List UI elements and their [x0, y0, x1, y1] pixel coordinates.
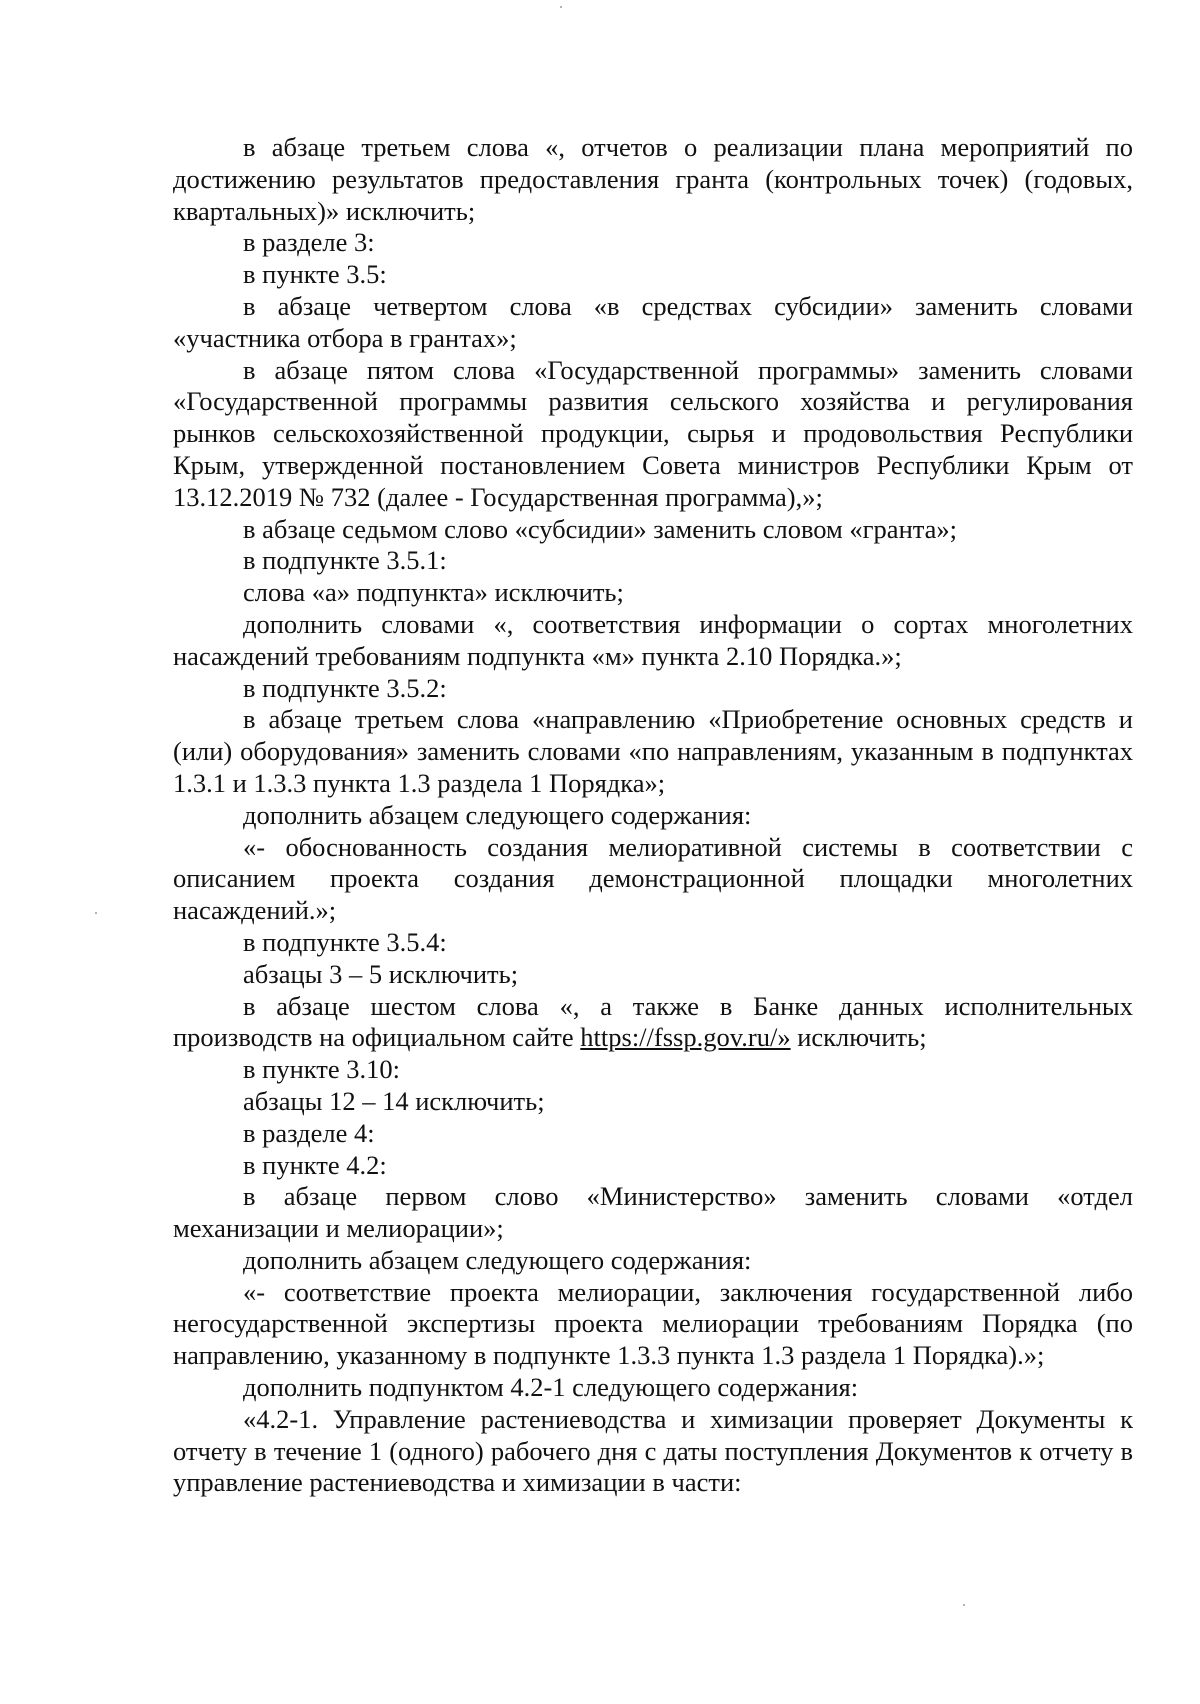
paragraph: в пункте 3.5:: [243, 259, 387, 290]
paragraph: «- соответствие проекта мелиорации, заключения государственной либо негосударственной экспертизы проекта мелиорации требованиям Порядка (по направлению, указанному в подпункте 1.3.3 пункта 1.3 раздела 1 Порядка).»;: [173, 1276, 1133, 1371]
fssp-link[interactable]: https://fssp.gov.ru/»: [580, 1022, 791, 1053]
paragraph: слова «а» подпункта» исключить;: [243, 577, 624, 608]
paragraph: дополнить абзацем следующего содержания:: [243, 1244, 752, 1275]
paragraph-with-link: [173, 991, 1133, 1055]
paragraph: в абзаце пятом слова «Государственной программы» заменить словами «Государственной программы развития сельского хозяйства и регулирования рынков сельскохозяйственной продукции, сырья и продовольствия Республики Крым, утвержденной постановлением Совета министров Республики Крым от 13.12.2019 № 732 (далее - Государственная программа),»;: [173, 354, 1133, 512]
paragraph: дополнить словами «, соответствия информации о сортах многолетних насаждений требованиям подпункта «м» пункта 2.10 Порядка.»;: [173, 608, 1133, 671]
scan-speck: [963, 1604, 965, 1606]
paragraph: в разделе 4:: [243, 1117, 375, 1148]
scan-speck: [560, 6, 562, 8]
paragraph: в абзаце четвертом слова «в средствах субсидии» заменить словами «участника отбора в грантах»;: [173, 290, 1133, 353]
paragraph: в разделе 3:: [243, 227, 375, 258]
paragraph: «4.2-1. Управление растениеводства и химизации проверяет Документы к отчету в течение 1 (одного) рабочего дня с даты поступления Документов к отчету в управление растениеводства и химизации в части:: [173, 1403, 1133, 1498]
scan-speck: [95, 912, 97, 914]
paragraph-text: исключить;: [790, 1022, 927, 1053]
paragraph: в подпункте 3.5.4:: [243, 926, 447, 957]
paragraph: «- обоснованность создания мелиоративной системы в соответствии с описанием проекта создания демонстрационной площадки многолетних насаждений.»;: [173, 831, 1133, 926]
paragraph: в абзаце седьмом слово «субсидии» заменить словом «гранта»;: [243, 513, 958, 544]
paragraph: дополнить абзацем следующего содержания:: [243, 799, 752, 830]
paragraph: в абзаце третьем слова «, отчетов о реализации плана мероприятий по достижению результатов предоставления гранта (контрольных точек) (годовых, квартальных)» исключить;: [173, 132, 1133, 226]
paragraph: в абзаце первом слово «Министерство» заменить словами «отдел механизации и мелиорации»;: [173, 1181, 1133, 1244]
paragraph: в подпункте 3.5.2:: [243, 672, 447, 703]
document-body: [173, 132, 1133, 1499]
paragraph: абзацы 12 – 14 исключить;: [243, 1085, 545, 1116]
paragraph: в пункте 4.2:: [243, 1149, 387, 1180]
paragraph-text: в абзаце шестом слова «, а также в Банке данных исполнительных производств на официальном сайте: [173, 990, 1133, 1053]
paragraph: в подпункте 3.5.1:: [243, 545, 447, 576]
paragraph: дополнить подпунктом 4.2-1 следующего содержания:: [243, 1372, 859, 1403]
paragraph: в пункте 3.10:: [243, 1054, 400, 1085]
paragraph: в абзаце третьем слова «направлению «Приобретение основных средств и (или) оборудования» заменить словами «по направлениям, указанным в подпунктах 1.3.1 и 1.3.3 пункта 1.3 раздела 1 Порядка»;: [173, 704, 1133, 798]
paragraph: абзацы 3 – 5 исключить;: [243, 958, 519, 989]
